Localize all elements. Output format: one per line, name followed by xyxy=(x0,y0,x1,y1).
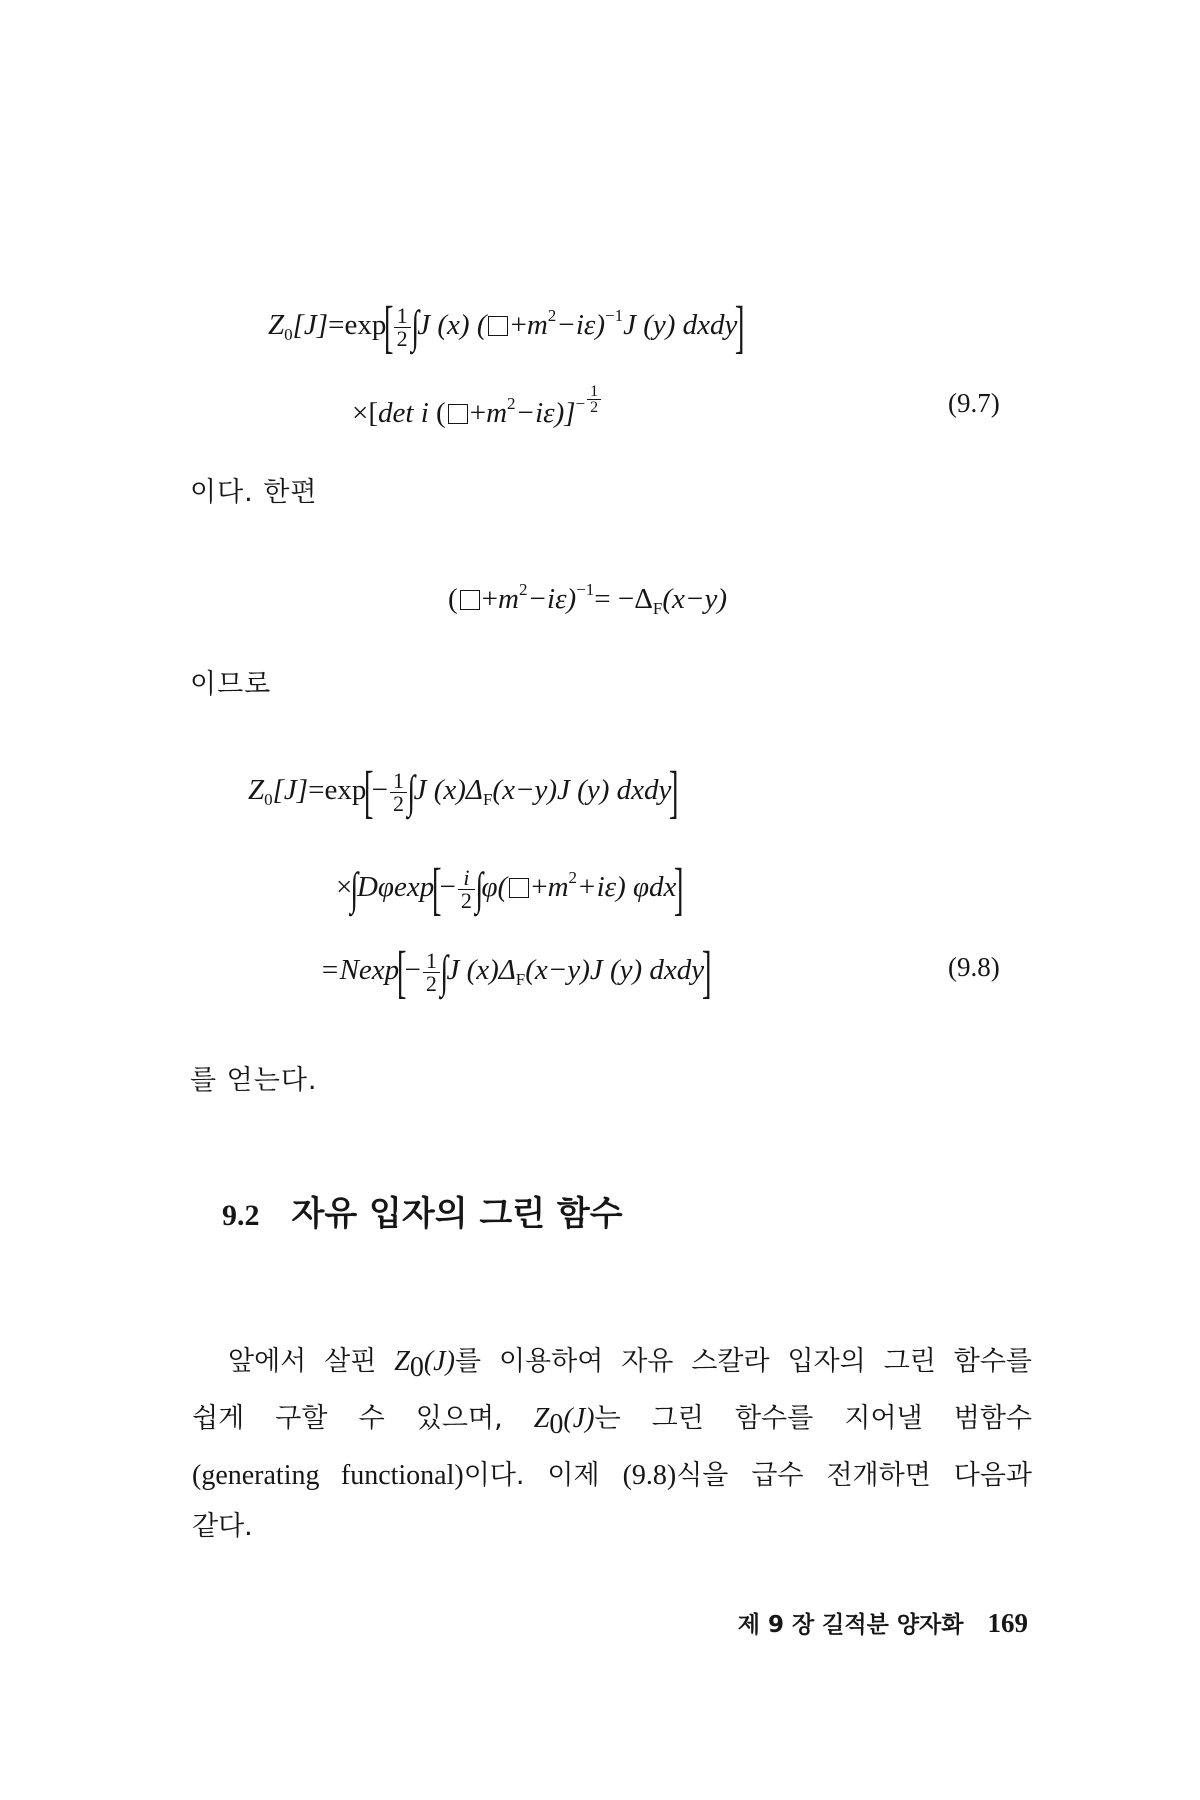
body-paragraph xyxy=(192,1336,1032,1552)
det-i: det i xyxy=(378,397,429,429)
paragraph-line-2: 쉽게 구할 수 있으며, Z0(J)는 그린 함수를 지어낼 범함수 xyxy=(192,1403,1032,1440)
integral-sign: ∫ xyxy=(350,863,359,914)
dalembertian-box-icon xyxy=(460,590,480,610)
left-bracket: [ xyxy=(364,759,374,825)
paragraph-line-3: (generating functional)이다. 이제 (9.8)식을 급수 전개하면 다음과 xyxy=(192,1460,1033,1491)
text-after-propagator: 이므로 xyxy=(190,669,272,700)
section-heading xyxy=(222,1186,623,1235)
propagator-identity: ( $+m^2-i\varepsilon)^{-1}= -\Delta_F(x-y)$ xyxy=(448,580,728,618)
eq-9-8-line-2: ×∫Dφexp[− $\frac{i}{2}$ $\int\varphi( +m^2+i\varepsilon)$ φdx] xyxy=(336,856,684,921)
fraction-i-half: $\frac{i}{2}$ xyxy=(458,867,475,912)
right-bracket: ] xyxy=(669,759,679,825)
left-bracket: [ xyxy=(384,294,394,359)
right-bracket: ] xyxy=(735,294,745,359)
integral-sign: ∫ xyxy=(475,863,484,914)
symbol-z: Z xyxy=(268,309,285,341)
dalembertian-box-icon xyxy=(488,316,508,336)
paragraph-line-1: 앞에서 살핀 Z0(J)를 이용하여 자유 스칼라 입자의 그린 함수를 xyxy=(228,1346,1032,1383)
integrand-part-1: J (x) ( xyxy=(417,309,487,341)
right-bracket: ] xyxy=(674,856,684,921)
dalembertian-box-icon xyxy=(509,878,529,898)
dalembertian-box-icon xyxy=(448,404,468,424)
equals-exp: =exp xyxy=(328,309,387,341)
integrand-part-2: J (y) dxdy xyxy=(623,309,738,341)
equation-number-9-7: (9.7) xyxy=(948,388,1000,418)
page-number: 169 xyxy=(987,1608,1028,1638)
section-title: 자유 입자의 그린 함수 xyxy=(291,1194,623,1234)
right-bracket: ] xyxy=(702,939,712,1005)
subscript: 0 xyxy=(284,325,293,344)
text-after-9-7: 이다. 한편 xyxy=(190,477,318,508)
text-after-9-8: 를 얻는다. xyxy=(190,1065,318,1096)
paragraph-line-4: 같다. xyxy=(192,1511,253,1542)
eq-9-7-line-2: ×[det i ( $+m^2-i\varepsilon)]^-$ $\frac{1}{2}$ xyxy=(352,384,603,431)
eq-9-7-line-1: $Z_0[J]=\exp$[ $\frac{1}{2}$ ∫J (x) ( $+m^2-i\varepsilon)^{-1}J$ (y) dxdy] xyxy=(268,294,745,359)
page-footer xyxy=(738,1606,1028,1639)
eq-9-8-line-3: =Nexp[− $\frac{1}{2}$ ∫J $(x)\Delta_F(x-y)J$ (y) dxdy] xyxy=(320,939,712,1005)
integral-sign: ∫ xyxy=(411,301,419,352)
integral-sign: ∫ xyxy=(407,766,416,818)
eq-9-8-line-1: $Z_0[J]=\exp[-$ $\frac{1}{2}$ ∫J $(x)\Delta_F(x-y)J$ (y) dxdy] xyxy=(248,759,679,825)
equation-number-9-8: (9.8) xyxy=(948,952,1000,982)
argument: [J] xyxy=(292,309,329,341)
fraction-half: $\frac{1}{2}$ xyxy=(423,950,440,995)
fraction-half: $\frac{1}{2}$ xyxy=(394,305,411,350)
section-number: 9.2 xyxy=(222,1199,260,1232)
running-title: 제 9 장 길적분 양자화 xyxy=(737,1612,964,1638)
integral-sign: ∫ xyxy=(440,946,449,998)
left-bracket: [ xyxy=(396,939,407,1005)
fraction-half: $\frac{1}{2}$ xyxy=(390,770,407,815)
exponent-fraction: $\frac{1}{2}$ xyxy=(587,384,601,415)
left-bracket: [ xyxy=(432,856,442,921)
